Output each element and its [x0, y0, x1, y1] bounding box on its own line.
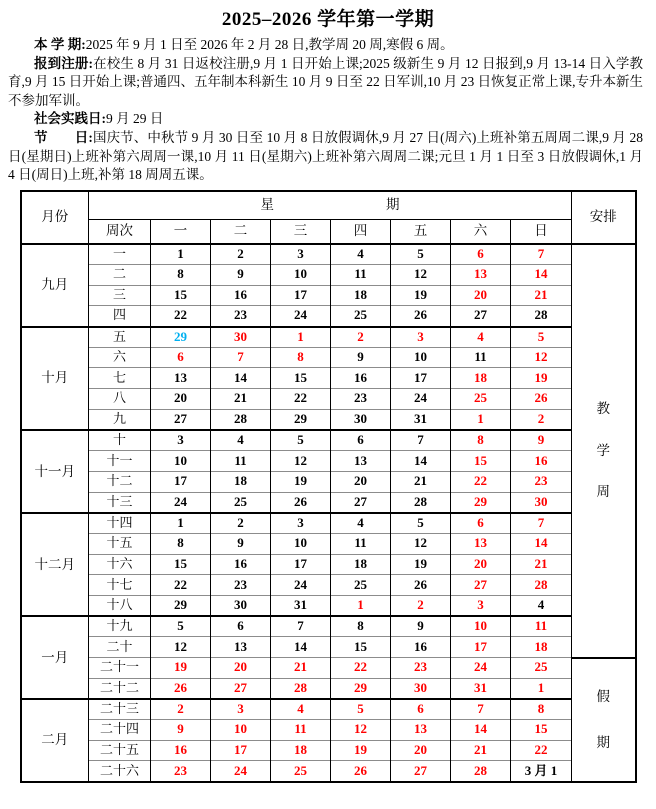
week-number: 五: [89, 327, 151, 348]
day-cell: 28: [451, 761, 511, 782]
day-cell: 17: [451, 637, 511, 658]
registration-label: 报到注册:: [34, 55, 93, 71]
week-row: [21, 533, 636, 554]
day-cell: 3: [271, 513, 331, 534]
day-cell: 23: [211, 306, 271, 327]
day-cell: 21: [451, 740, 511, 761]
day-cell: 8: [511, 699, 572, 720]
paragraph-semester: [8, 36, 643, 55]
header-day-sun: 日: [511, 219, 572, 244]
day-cell: 12: [511, 347, 572, 368]
day-cell: 16: [211, 285, 271, 306]
week-number: 十七: [89, 575, 151, 596]
header-day-wed: 三: [271, 219, 331, 244]
day-cell: 7: [211, 347, 271, 368]
day-cell: 14: [511, 264, 572, 285]
day-cell: 30: [211, 327, 271, 348]
week-number: 十一: [89, 451, 151, 472]
day-cell: 29: [151, 327, 211, 348]
week-row: [21, 264, 636, 285]
week-row: [21, 575, 636, 596]
day-cell: 16: [151, 740, 211, 761]
day-cell: 13: [451, 533, 511, 554]
day-cell: 18: [331, 554, 391, 575]
month-label: 十二月: [21, 513, 89, 616]
week-number: 二十二: [89, 678, 151, 699]
day-cell: 14: [211, 368, 271, 389]
day-cell: 3: [451, 595, 511, 616]
day-cell: 18: [211, 471, 271, 492]
day-cell: 20: [391, 740, 451, 761]
day-cell: 5: [511, 327, 572, 348]
week-number: 二十: [89, 637, 151, 658]
day-cell: 26: [151, 678, 211, 699]
week-row: [21, 720, 636, 741]
day-cell: 4: [331, 513, 391, 534]
day-cell: 11: [271, 720, 331, 741]
day-cell: 11: [211, 451, 271, 472]
day-cell: 27: [331, 492, 391, 513]
day-cell: 28: [511, 575, 572, 596]
week-number: 十六: [89, 554, 151, 575]
day-cell: 5: [271, 430, 331, 451]
day-cell: 1: [331, 595, 391, 616]
day-cell: 27: [211, 678, 271, 699]
week-row: [21, 471, 636, 492]
day-cell: 23: [331, 389, 391, 410]
day-cell: 17: [271, 554, 331, 575]
day-cell: 16: [391, 637, 451, 658]
day-cell: 7: [451, 699, 511, 720]
day-cell: 25: [211, 492, 271, 513]
day-cell: 20: [451, 285, 511, 306]
day-cell: 6: [211, 616, 271, 637]
week-number: 十二: [89, 471, 151, 492]
week-row: [21, 244, 636, 265]
day-cell: 30: [331, 409, 391, 430]
day-cell: 25: [511, 658, 572, 679]
day-cell: 5: [391, 513, 451, 534]
day-cell: 9: [211, 533, 271, 554]
day-cell: 10: [271, 533, 331, 554]
day-cell: 17: [271, 285, 331, 306]
day-cell: 10: [211, 720, 271, 741]
week-number: 二十六: [89, 761, 151, 782]
week-row: [21, 327, 636, 348]
intro-paragraphs: [8, 36, 643, 185]
day-cell: 17: [211, 740, 271, 761]
arrangement-winter-holiday: 假 期: [572, 658, 636, 782]
day-cell: 18: [271, 740, 331, 761]
week-row: [21, 595, 636, 616]
day-cell: 26: [271, 492, 331, 513]
arrangement-teaching-weeks: 教 学 周: [572, 244, 636, 658]
day-cell: 12: [151, 637, 211, 658]
day-cell: 3: [391, 327, 451, 348]
day-cell: 24: [271, 575, 331, 596]
week-number: 十八: [89, 595, 151, 616]
day-cell: 10: [151, 451, 211, 472]
day-cell: 11: [331, 264, 391, 285]
day-cell: 30: [511, 492, 572, 513]
day-cell: 1: [451, 409, 511, 430]
header-weekno: 周次: [89, 219, 151, 244]
day-cell: 1: [151, 513, 211, 534]
day-cell: 23: [211, 575, 271, 596]
day-cell: 8: [331, 616, 391, 637]
day-cell: 6: [451, 513, 511, 534]
day-cell: 28: [511, 306, 572, 327]
day-cell: 8: [271, 347, 331, 368]
week-number: 八: [89, 389, 151, 410]
day-cell: 10: [451, 616, 511, 637]
day-cell: 21: [511, 554, 572, 575]
day-cell: 22: [451, 471, 511, 492]
paragraph-registration: [8, 55, 643, 111]
table-header-row-1: [21, 191, 636, 220]
day-cell: 24: [451, 658, 511, 679]
day-cell: 19: [391, 554, 451, 575]
calendar-table: [20, 190, 637, 783]
week-number: 六: [89, 347, 151, 368]
day-cell: 24: [271, 306, 331, 327]
day-cell: 25: [271, 761, 331, 782]
semester-label: 本 学 期:: [34, 37, 86, 52]
month-label: 九月: [21, 244, 89, 327]
day-cell: 23: [511, 471, 572, 492]
day-cell: 9: [331, 347, 391, 368]
week-number: 三: [89, 285, 151, 306]
day-cell: 30: [391, 678, 451, 699]
day-cell: 20: [331, 471, 391, 492]
day-cell: 13: [391, 720, 451, 741]
day-cell: 27: [391, 761, 451, 782]
week-row: [21, 637, 636, 658]
day-cell: 8: [451, 430, 511, 451]
day-cell: 10: [271, 264, 331, 285]
day-cell: 20: [451, 554, 511, 575]
week-row: [21, 616, 636, 637]
week-number: 十四: [89, 513, 151, 534]
day-cell: 31: [451, 678, 511, 699]
day-cell: 19: [331, 740, 391, 761]
header-week-char-2: 期: [386, 197, 400, 213]
day-cell: 17: [151, 471, 211, 492]
day-cell: 10: [391, 347, 451, 368]
day-cell: 6: [331, 430, 391, 451]
header-week-group: [89, 191, 572, 220]
day-cell: 2: [211, 244, 271, 265]
day-cell: 11: [511, 616, 572, 637]
header-day-fri: 五: [391, 219, 451, 244]
day-cell: 9: [511, 430, 572, 451]
day-cell: 19: [511, 368, 572, 389]
week-number: 十三: [89, 492, 151, 513]
day-cell: 29: [151, 595, 211, 616]
day-cell: 20: [211, 658, 271, 679]
day-cell: 3: [151, 430, 211, 451]
week-number: 九: [89, 409, 151, 430]
header-arrange: 安排: [572, 191, 636, 244]
week-row: [21, 678, 636, 699]
day-cell: 19: [271, 471, 331, 492]
day-cell: 22: [511, 740, 572, 761]
day-cell: 6: [391, 699, 451, 720]
day-cell: 9: [211, 264, 271, 285]
day-cell: 3 月 1: [511, 761, 572, 782]
table-header-row-2: [21, 219, 636, 244]
week-row: [21, 513, 636, 534]
day-cell: 23: [391, 658, 451, 679]
holidays-label: 节 日:: [34, 129, 93, 145]
month-label: 二月: [21, 699, 89, 782]
day-cell: 12: [331, 720, 391, 741]
week-row: [21, 409, 636, 430]
week-row: [21, 347, 636, 368]
day-cell: 5: [331, 699, 391, 720]
week-number: 七: [89, 368, 151, 389]
day-cell: 1: [511, 678, 572, 699]
week-number: 十: [89, 430, 151, 451]
day-cell: 24: [151, 492, 211, 513]
day-cell: 4: [511, 595, 572, 616]
day-cell: 8: [151, 533, 211, 554]
day-cell: 23: [151, 761, 211, 782]
header-day-thu: 四: [331, 219, 391, 244]
day-cell: 29: [451, 492, 511, 513]
header-day-sat: 六: [451, 219, 511, 244]
day-cell: 16: [211, 554, 271, 575]
week-row: [21, 430, 636, 451]
day-cell: 4: [271, 699, 331, 720]
day-cell: 19: [151, 658, 211, 679]
social-practice-text: 9 月 29 日: [106, 111, 164, 127]
day-cell: 30: [211, 595, 271, 616]
week-number: 一: [89, 244, 151, 265]
day-cell: 24: [211, 761, 271, 782]
day-cell: 27: [451, 575, 511, 596]
week-number: 二十一: [89, 658, 151, 679]
day-cell: 21: [211, 389, 271, 410]
week-row: [21, 368, 636, 389]
header-week-char-1: 星: [260, 197, 274, 213]
day-cell: 6: [151, 347, 211, 368]
week-row: [21, 658, 636, 679]
day-cell: 13: [211, 637, 271, 658]
day-cell: 13: [331, 451, 391, 472]
day-cell: 2: [211, 513, 271, 534]
week-row: [21, 306, 636, 327]
day-cell: 9: [391, 616, 451, 637]
month-label: 十一月: [21, 430, 89, 513]
day-cell: 18: [331, 285, 391, 306]
day-cell: 26: [331, 761, 391, 782]
day-cell: 28: [271, 678, 331, 699]
day-cell: 7: [391, 430, 451, 451]
week-row: [21, 285, 636, 306]
day-cell: 15: [511, 720, 572, 741]
day-cell: 6: [451, 244, 511, 265]
day-cell: 15: [271, 368, 331, 389]
day-cell: 4: [211, 430, 271, 451]
week-number: 二十三: [89, 699, 151, 720]
day-cell: 12: [271, 451, 331, 472]
day-cell: 27: [151, 409, 211, 430]
day-cell: 29: [331, 678, 391, 699]
day-cell: 13: [151, 368, 211, 389]
day-cell: 22: [271, 389, 331, 410]
week-row: [21, 389, 636, 410]
day-cell: 22: [151, 575, 211, 596]
week-row: [21, 740, 636, 761]
header-day-tue: 二: [211, 219, 271, 244]
day-cell: 15: [331, 637, 391, 658]
day-cell: 19: [391, 285, 451, 306]
paragraph-social-practice: [8, 110, 643, 129]
day-cell: 5: [151, 616, 211, 637]
week-number: 十九: [89, 616, 151, 637]
day-cell: 1: [271, 327, 331, 348]
page-title: 2025–2026 学年第一学期: [221, 9, 435, 30]
week-number: 二: [89, 264, 151, 285]
day-cell: 25: [451, 389, 511, 410]
week-number: 二十四: [89, 720, 151, 741]
calendar-page: [0, 4, 656, 809]
day-cell: 20: [151, 389, 211, 410]
registration-text: 在校生 8 月 31 日返校注册,9 月 1 日开始上课;2025 级新生 9 月 12 日报到,9 月 13-14 日入学教育,9 月 15 日开始上课;普通四、五年制本科新生 10 月 9 日至 22 日军训,10 月 23 日恢复正常上课,专升本新生不参加军训。: [8, 55, 644, 108]
day-cell: 2: [151, 699, 211, 720]
semester-text: 2025 年 9 月 1 日至 2026 年 2 月 28 日,教学周 20 周,寒假 6 周。: [85, 37, 454, 52]
week-row: [21, 492, 636, 513]
day-cell: 18: [511, 637, 572, 658]
day-cell: 31: [391, 409, 451, 430]
day-cell: 15: [451, 451, 511, 472]
day-cell: 21: [511, 285, 572, 306]
day-cell: 21: [271, 658, 331, 679]
week-row: [21, 451, 636, 472]
day-cell: 17: [391, 368, 451, 389]
day-cell: 26: [391, 575, 451, 596]
day-cell: 22: [151, 306, 211, 327]
day-cell: 2: [391, 595, 451, 616]
day-cell: 22: [331, 658, 391, 679]
week-row: [21, 554, 636, 575]
day-cell: 14: [271, 637, 331, 658]
week-number: 十五: [89, 533, 151, 554]
day-cell: 12: [391, 533, 451, 554]
week-number: 二十五: [89, 740, 151, 761]
day-cell: 5: [391, 244, 451, 265]
day-cell: 25: [331, 306, 391, 327]
day-cell: 15: [151, 285, 211, 306]
day-cell: 1: [151, 244, 211, 265]
day-cell: 25: [331, 575, 391, 596]
day-cell: 3: [211, 699, 271, 720]
day-cell: 7: [511, 244, 572, 265]
day-cell: 3: [271, 244, 331, 265]
week-row: [21, 761, 636, 782]
day-cell: 31: [271, 595, 331, 616]
week-number: 四: [89, 306, 151, 327]
day-cell: 26: [511, 389, 572, 410]
header-month: 月份: [21, 191, 89, 244]
day-cell: 4: [451, 327, 511, 348]
day-cell: 12: [391, 264, 451, 285]
day-cell: 2: [331, 327, 391, 348]
month-label: 一月: [21, 616, 89, 699]
day-cell: 21: [391, 471, 451, 492]
day-cell: 13: [451, 264, 511, 285]
day-cell: 14: [451, 720, 511, 741]
week-row: [21, 699, 636, 720]
paragraph-holidays: [8, 129, 643, 185]
header-day-mon: 一: [151, 219, 211, 244]
day-cell: 16: [331, 368, 391, 389]
day-cell: 15: [151, 554, 211, 575]
day-cell: 9: [151, 720, 211, 741]
holidays-text: 国庆节、中秋节 9 月 30 日至 10 月 8 日放假调休,9 月 27 日(周六)上班补第五周周二课,9 月 28 日(星期日)上班补第六周周一课,10 月 11 日(星期六)上班补第六周周二课;元旦 1 月 1 日至 3 日放假调休,1 月 4 日(周日)上班,补第 18 周周五课。: [8, 129, 643, 183]
day-cell: 29: [271, 409, 331, 430]
day-cell: 26: [391, 306, 451, 327]
month-label: 十月: [21, 327, 89, 430]
day-cell: 14: [391, 451, 451, 472]
day-cell: 11: [331, 533, 391, 554]
day-cell: 7: [271, 616, 331, 637]
day-cell: 8: [151, 264, 211, 285]
day-cell: 18: [451, 368, 511, 389]
day-cell: 24: [391, 389, 451, 410]
day-cell: 28: [391, 492, 451, 513]
day-cell: 16: [511, 451, 572, 472]
social-practice-label: 社会实践日:: [34, 111, 106, 127]
day-cell: 7: [511, 513, 572, 534]
day-cell: 11: [451, 347, 511, 368]
day-cell: 14: [511, 533, 572, 554]
day-cell: 27: [451, 306, 511, 327]
day-cell: 4: [331, 244, 391, 265]
day-cell: 28: [211, 409, 271, 430]
day-cell: 2: [511, 409, 572, 430]
